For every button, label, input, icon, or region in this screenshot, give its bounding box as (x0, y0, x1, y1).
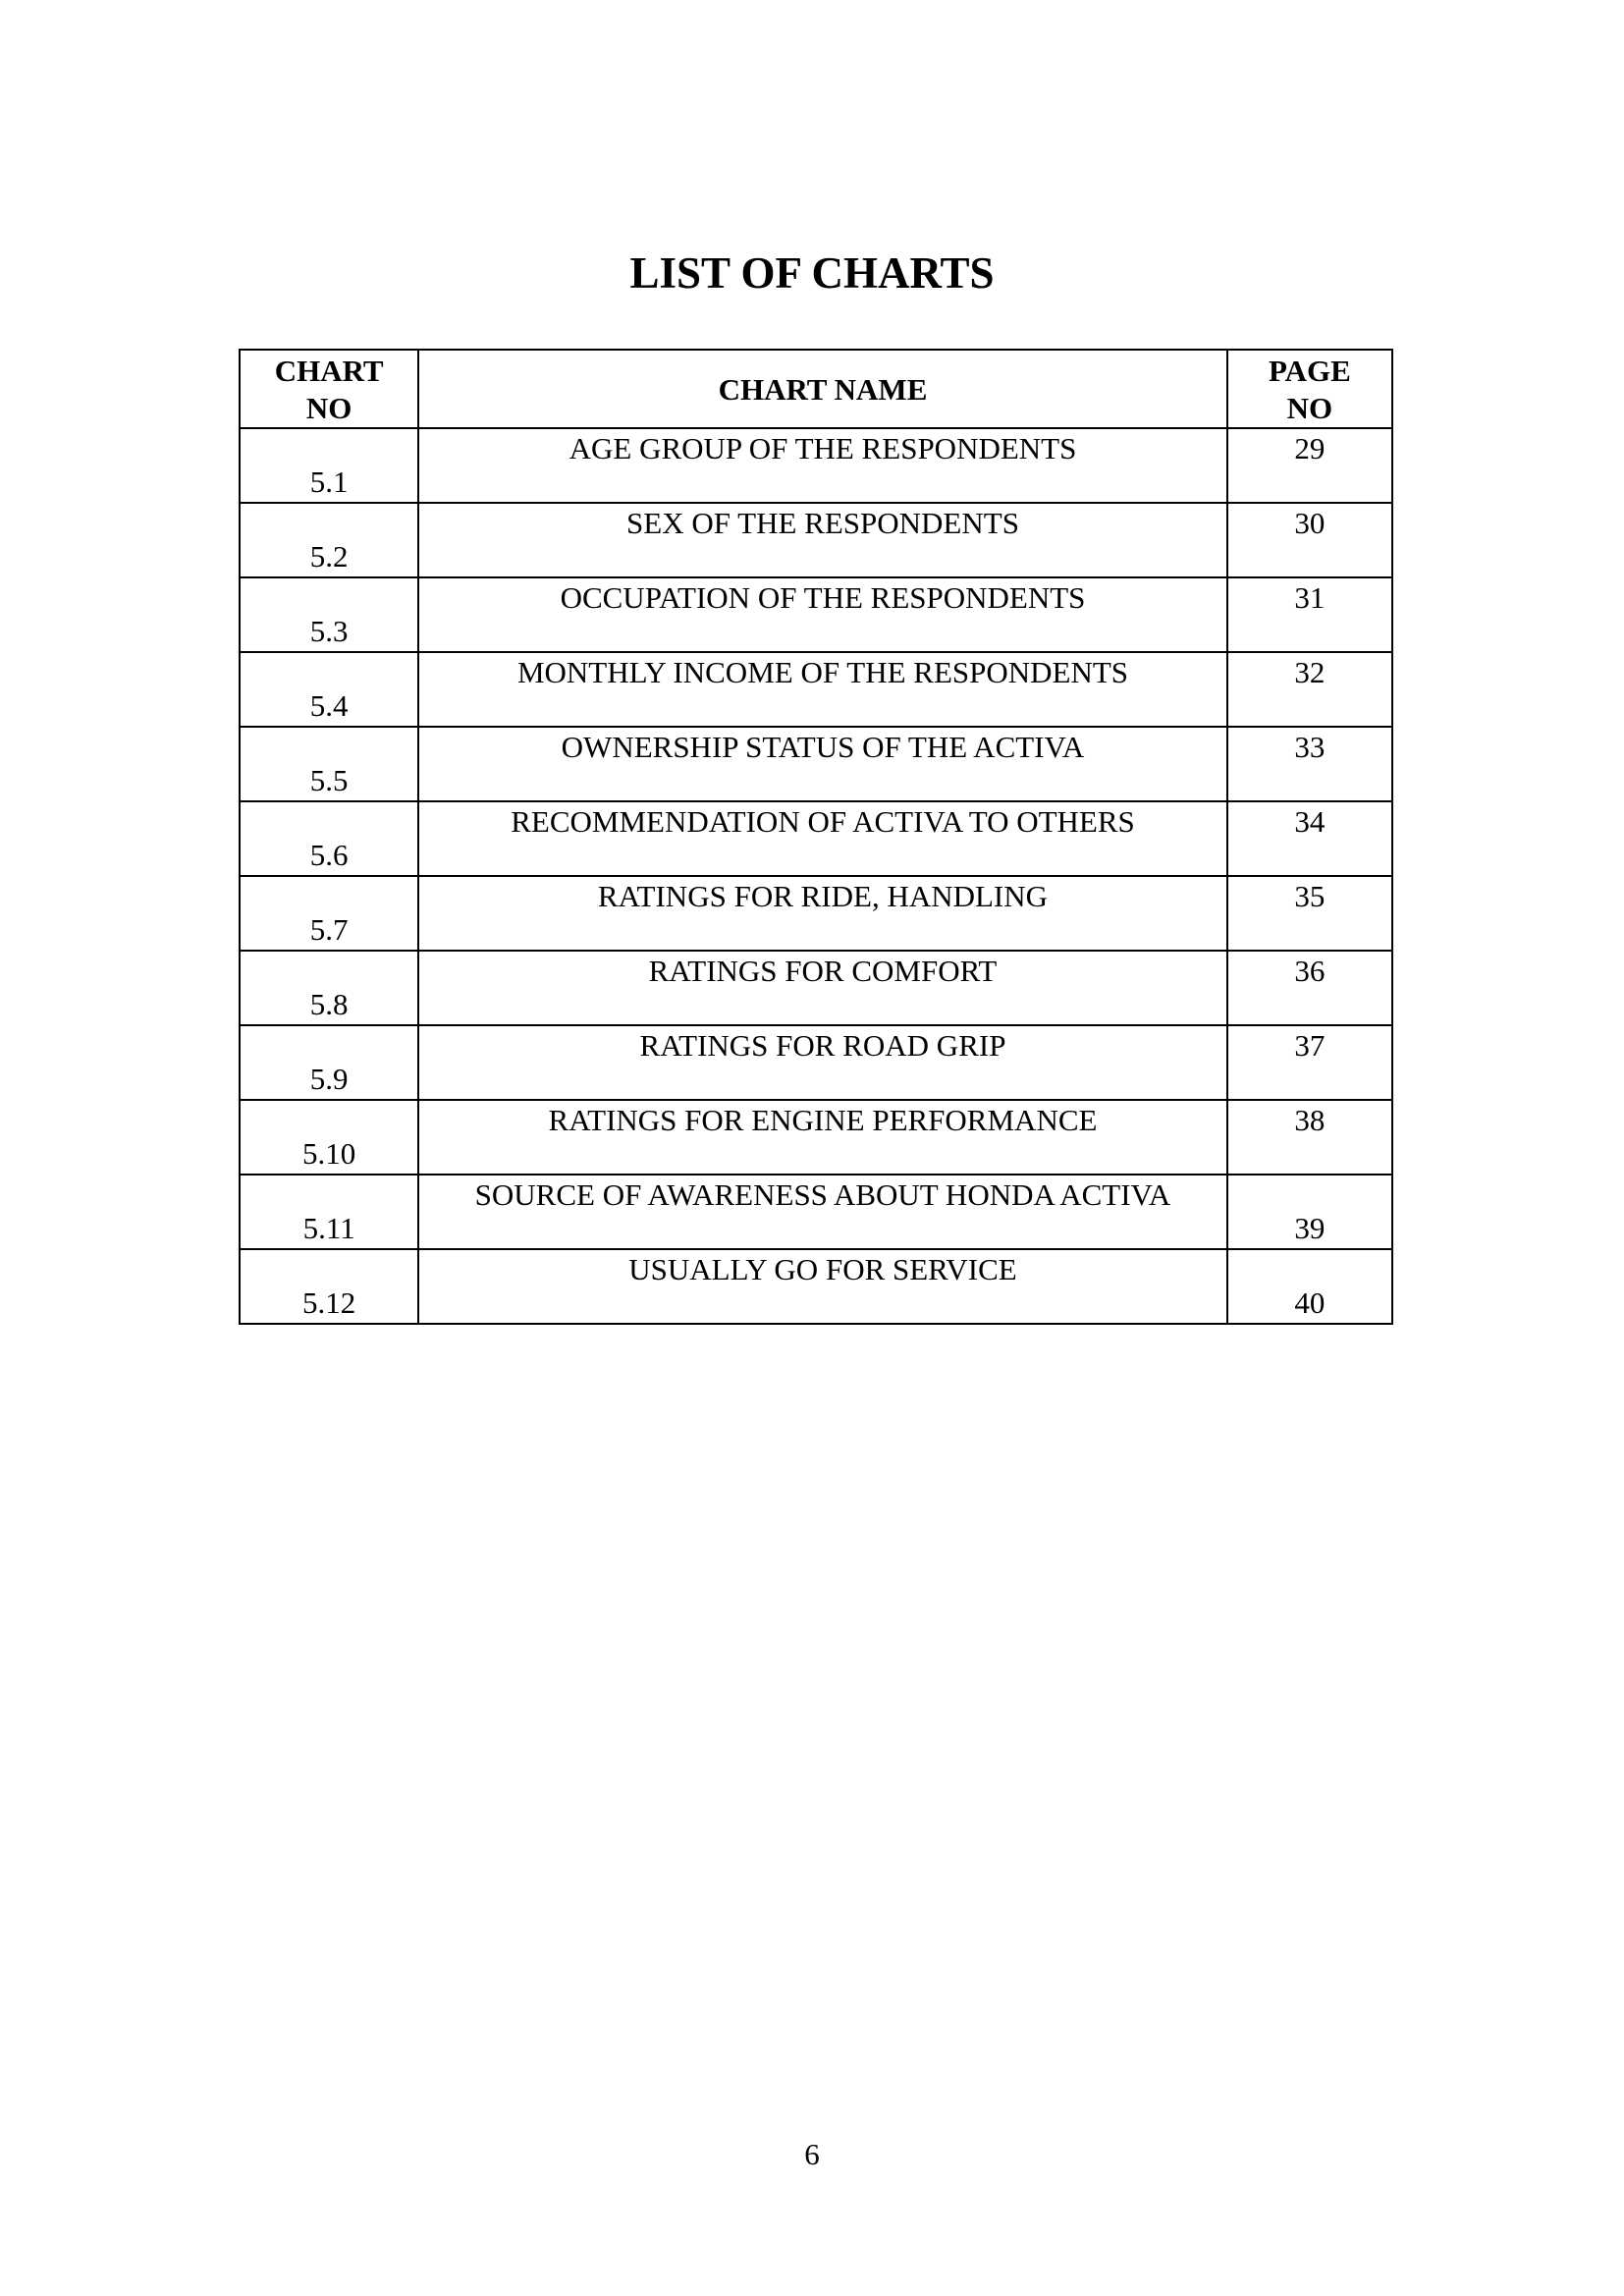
chart-number: 5.11 (240, 1175, 418, 1249)
chart-number: 5.8 (240, 951, 418, 1025)
chart-name: RATINGS FOR ROAD GRIP (418, 1025, 1226, 1100)
table-row (240, 1025, 1392, 1100)
list-of-charts-table (239, 349, 1393, 1325)
header-page-no (1227, 350, 1392, 428)
chart-page: 34 (1227, 801, 1392, 876)
chart-name: OWNERSHIP STATUS OF THE ACTIVA (418, 727, 1226, 801)
chart-page: 30 (1227, 503, 1392, 577)
header-chart-name: CHART NAME (418, 350, 1226, 428)
table-header-row (240, 350, 1392, 428)
table-row (240, 727, 1392, 801)
chart-number: 5.2 (240, 503, 418, 577)
chart-name: RATINGS FOR RIDE, HANDLING (418, 876, 1226, 951)
chart-number: 5.10 (240, 1100, 418, 1175)
table-row (240, 1100, 1392, 1175)
chart-name: MONTHLY INCOME OF THE RESPONDENTS (418, 652, 1226, 727)
table-row (240, 428, 1392, 503)
chart-page: 31 (1227, 577, 1392, 652)
table-row (240, 652, 1392, 727)
chart-name: SEX OF THE RESPONDENTS (418, 503, 1226, 577)
chart-name: OCCUPATION OF THE RESPONDENTS (418, 577, 1226, 652)
chart-name: RATINGS FOR COMFORT (418, 951, 1226, 1025)
chart-number: 5.12 (240, 1249, 418, 1324)
chart-number: 5.6 (240, 801, 418, 876)
chart-name: RECOMMENDATION OF ACTIVA TO OTHERS (418, 801, 1226, 876)
chart-page: 37 (1227, 1025, 1392, 1100)
chart-name: AGE GROUP OF THE RESPONDENTS (418, 428, 1226, 503)
chart-number: 5.4 (240, 652, 418, 727)
chart-page: 38 (1227, 1100, 1392, 1175)
table-row (240, 1175, 1392, 1249)
header-page-no-line2: NO (1286, 390, 1333, 425)
chart-name: USUALLY GO FOR SERVICE (418, 1249, 1226, 1324)
page-title: LIST OF CHARTS (629, 248, 995, 298)
page-number: 6 (804, 2137, 820, 2171)
chart-page: 40 (1227, 1249, 1392, 1324)
header-chart-no-line1: CHART (274, 353, 384, 388)
chart-page: 33 (1227, 727, 1392, 801)
chart-name: RATINGS FOR ENGINE PERFORMANCE (418, 1100, 1226, 1175)
chart-number: 5.3 (240, 577, 418, 652)
table-row (240, 503, 1392, 577)
chart-page: 32 (1227, 652, 1392, 727)
table-row (240, 577, 1392, 652)
header-chart-no-line2: NO (305, 390, 352, 425)
table-row (240, 951, 1392, 1025)
chart-number: 5.1 (240, 428, 418, 503)
header-chart-no (240, 350, 418, 428)
table-row (240, 876, 1392, 951)
table-row (240, 1249, 1392, 1324)
chart-page: 36 (1227, 951, 1392, 1025)
chart-name: SOURCE OF AWARENESS ABOUT HONDA ACTIVA (418, 1175, 1226, 1249)
header-page-no-line1: PAGE (1268, 353, 1351, 388)
chart-number: 5.5 (240, 727, 418, 801)
chart-number: 5.9 (240, 1025, 418, 1100)
chart-page: 35 (1227, 876, 1392, 951)
chart-page: 29 (1227, 428, 1392, 503)
table-row (240, 801, 1392, 876)
chart-number: 5.7 (240, 876, 418, 951)
chart-page: 39 (1227, 1175, 1392, 1249)
